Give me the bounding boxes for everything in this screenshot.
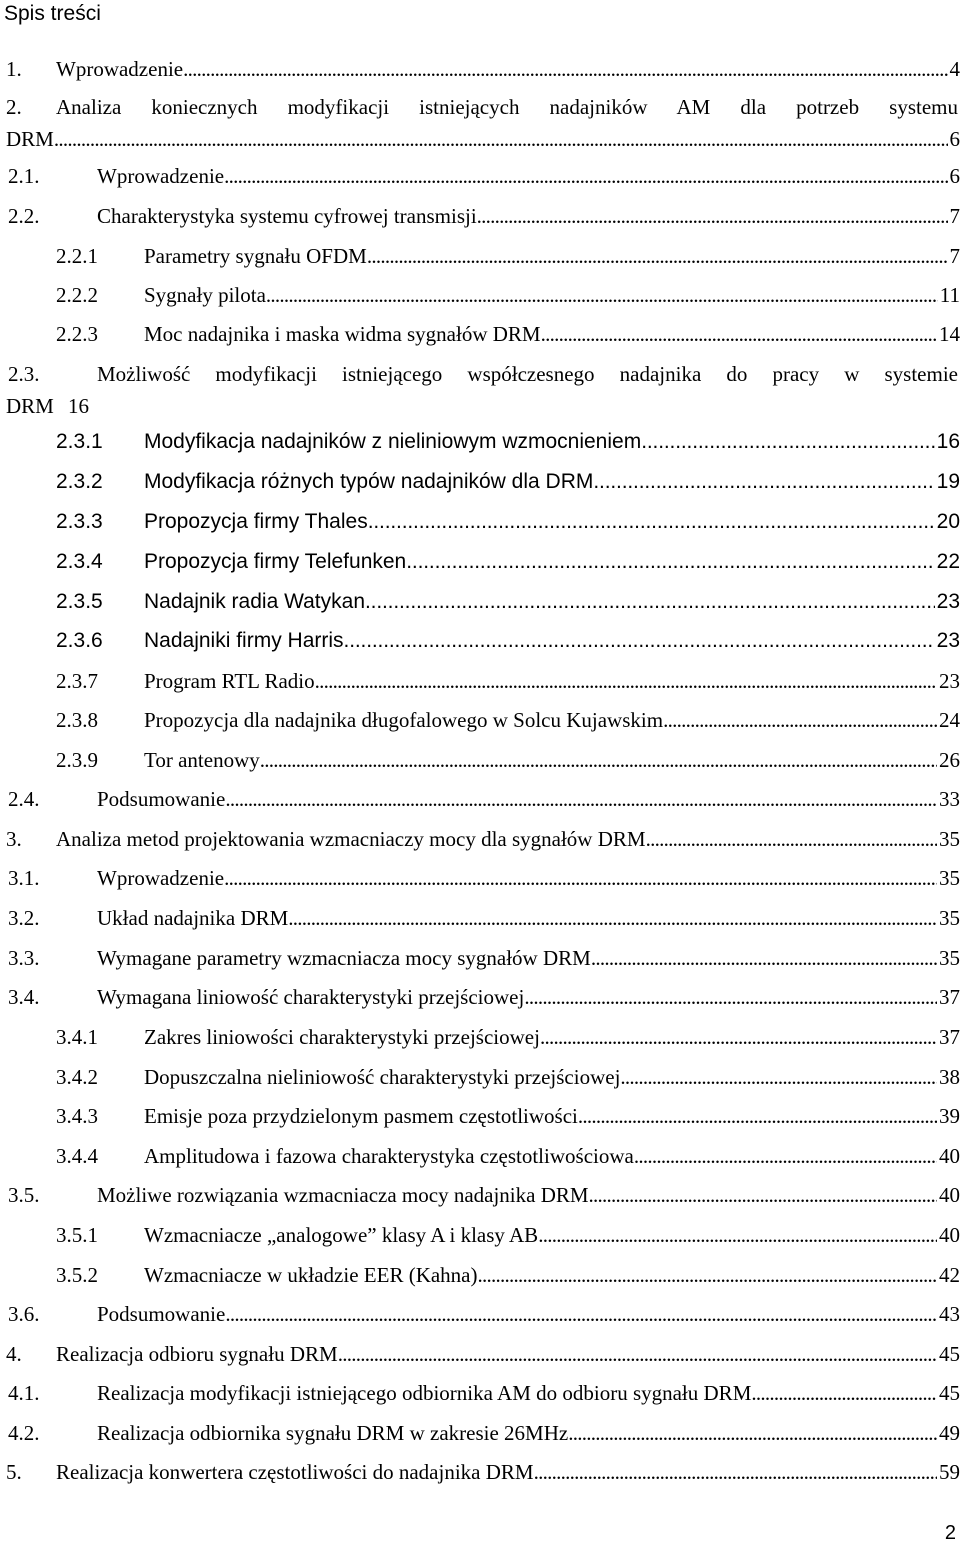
leader-dots <box>225 1298 937 1330</box>
toc-page: 49 <box>939 1421 960 1445</box>
leader-dots <box>568 1417 937 1449</box>
toc-title: Podsumowanie <box>97 1302 226 1326</box>
toc-entry-3-2[interactable] <box>0 902 960 934</box>
leader-dots <box>183 53 947 85</box>
leader-dots <box>224 160 947 192</box>
toc-entry-3-3[interactable] <box>0 942 960 974</box>
toc-title: Realizacja odbioru sygnału DRM <box>56 1342 338 1366</box>
toc-number: 2.2. <box>8 204 40 228</box>
toc-number: 2.3.9 <box>56 748 98 772</box>
toc-number: 3.5. <box>8 1183 40 1207</box>
leader-dots <box>578 1100 937 1132</box>
toc-title: Modyfikacja nadajników z nieliniowym wzmocnieniem <box>144 430 642 453</box>
toc-page: 35 <box>939 866 960 890</box>
toc-entry-3-6[interactable] <box>0 1298 960 1330</box>
toc-title: Wzmacniacze „analogowe” klasy A i klasy AB <box>144 1223 539 1247</box>
toc-title: Sygnały pilota <box>144 283 266 307</box>
toc-page: 59 <box>939 1460 960 1484</box>
toc-title: Amplitudowa i fazowa charakterystyka częstotliwościowa <box>144 1144 634 1168</box>
leader-dots <box>751 1377 937 1409</box>
toc-title: Wprowadzenie <box>97 164 225 188</box>
leader-dots <box>288 902 937 934</box>
toc-entry-2-3[interactable] <box>0 358 960 428</box>
toc-number: 2.2.3 <box>56 322 98 346</box>
leader-dots <box>338 1338 937 1370</box>
toc-title: Moc nadajnika i maska widma sygnałów DRM <box>144 322 541 346</box>
toc-page: 24 <box>939 708 960 732</box>
toc-entry-2-4[interactable] <box>0 783 960 815</box>
toc-entry-2[interactable] <box>0 91 960 161</box>
toc-page: 37 <box>939 985 960 1009</box>
toc-number: 2.3.8 <box>56 708 98 732</box>
toc-number: 3.4.3 <box>56 1104 98 1128</box>
toc-number: 5. <box>6 1460 22 1484</box>
toc-number: 1. <box>6 57 22 81</box>
toc-page: 19 <box>936 470 960 493</box>
leader-dots <box>54 123 948 155</box>
toc-title: Zakres liniowości charakterystyki przejściowej <box>144 1025 540 1049</box>
toc-number: 2.2.1 <box>56 244 98 268</box>
toc-entry-2-3-5[interactable] <box>0 586 960 618</box>
toc-title: Program RTL Radio <box>144 669 315 693</box>
toc-entry-3-5-2[interactable] <box>0 1259 960 1291</box>
leader-dots <box>406 546 934 578</box>
toc-page: 22 <box>936 550 960 573</box>
leader-dots <box>534 1456 937 1488</box>
leader-dots <box>344 625 935 657</box>
toc-page: 7 <box>949 244 960 268</box>
toc-page: 6 <box>949 127 960 151</box>
toc-page: 40 <box>939 1144 960 1168</box>
toc-entry-2-2[interactable] <box>0 200 960 232</box>
leader-dots <box>477 200 948 232</box>
toc-entry-2-2-1[interactable] <box>0 240 960 272</box>
leader-dots <box>368 506 935 538</box>
toc-number: 2.1. <box>8 164 40 188</box>
toc-number: 2. <box>6 95 22 119</box>
toc-entry-3-4-4[interactable] <box>0 1140 960 1172</box>
toc-title: Charakterystyka systemu cyfrowej transmisji <box>97 204 477 228</box>
toc-entry-4-1[interactable] <box>0 1377 960 1409</box>
toc-number: 3. <box>6 827 22 851</box>
leader-dots <box>646 823 937 855</box>
toc-page: 26 <box>939 748 960 772</box>
toc-number: 4.1. <box>8 1381 40 1405</box>
leader-dots <box>593 466 934 498</box>
toc-entry-3[interactable] <box>0 823 960 855</box>
toc-title: Analiza metod projektowania wzmacniaczy mocy dla sygnałów DRM <box>56 827 646 851</box>
toc-title: Parametry sygnału OFDM <box>144 244 367 268</box>
toc-entry-2-3-1[interactable] <box>0 426 960 458</box>
toc-page: 35 <box>939 946 960 970</box>
toc-title: Modyfikacja różnych typów nadajników dla DRM <box>144 470 594 493</box>
toc-title: Tor antenowy <box>144 748 260 772</box>
toc-page: 16 <box>68 394 89 418</box>
leader-dots <box>591 942 937 974</box>
toc-number: 4.2. <box>8 1421 40 1445</box>
toc-title: Układ nadajnika DRM <box>97 906 289 930</box>
toc-entry-3-1[interactable] <box>0 862 960 894</box>
toc-title: Wymagana liniowość charakterystyki przejściowej <box>97 985 525 1009</box>
leader-dots <box>224 862 937 894</box>
toc-entry-3-4[interactable] <box>0 981 960 1013</box>
leader-dots <box>266 279 938 311</box>
toc-number: 2.3.5 <box>56 590 103 613</box>
toc-page: 38 <box>939 1065 960 1089</box>
toc-number: 4. <box>6 1342 22 1366</box>
toc-number: 3.3. <box>8 946 40 970</box>
toc-title: Wprowadzenie <box>97 866 225 890</box>
toc-number: 2.3.4 <box>56 550 103 573</box>
toc-title: Możliwe rozwiązania wzmacniacza mocy nadajnika DRM <box>97 1183 589 1207</box>
toc-page: 11 <box>939 283 960 307</box>
toc-entry-2-3-3[interactable] <box>0 506 960 538</box>
toc-entry-2-3-7[interactable] <box>0 665 960 697</box>
toc-entry-2-3-2[interactable] <box>0 466 960 498</box>
toc-title-cont: DRM <box>6 394 54 418</box>
page-number: 2 <box>944 1522 956 1544</box>
toc-number: 3.2. <box>8 906 40 930</box>
toc-number: 2.3.2 <box>56 470 103 493</box>
toc-entry-3-4-1[interactable] <box>0 1021 960 1053</box>
toc-entry-3-4-3[interactable] <box>0 1100 960 1132</box>
toc-entry-2-2-2[interactable] <box>0 279 960 311</box>
toc-entry-2-2-3[interactable] <box>0 318 960 350</box>
toc-page: 43 <box>939 1302 960 1326</box>
toc-page: 35 <box>939 906 960 930</box>
toc-title: Realizacja konwertera częstotliwości do nadajnika DRM <box>56 1460 534 1484</box>
toc-number: 3.4.4 <box>56 1144 98 1168</box>
leader-dots <box>538 1219 937 1251</box>
leader-dots <box>315 665 937 697</box>
toc-entry-5[interactable] <box>0 1456 960 1488</box>
leader-dots <box>225 783 937 815</box>
leader-dots <box>260 744 937 776</box>
toc-number: 3.4.1 <box>56 1025 98 1049</box>
toc-title: Realizacja modyfikacji istniejącego odbiornika AM do odbioru sygnału DRM <box>97 1381 752 1405</box>
leader-dots <box>620 1061 937 1093</box>
toc-page: 40 <box>939 1183 960 1207</box>
toc-title: Nadajnik radia Watykan <box>144 590 365 613</box>
toc-title: Wymagane parametry wzmacniacza mocy sygnałów DRM <box>97 946 591 970</box>
toc-number: 2.3. <box>8 362 40 386</box>
toc-title: Możliwość modyfikacji istniejącego współczesnego nadajnika do pracy w systemie <box>97 362 958 386</box>
toc-page: 37 <box>939 1025 960 1049</box>
toc-entry-2-3-8[interactable] <box>0 704 960 736</box>
toc-number: 2.3.1 <box>56 430 103 453</box>
toc-number: 3.5.1 <box>56 1223 98 1247</box>
toc-title: Realizacja odbiornika sygnału DRM w zakresie 26MHz <box>97 1421 569 1445</box>
toc-page: 45 <box>939 1381 960 1405</box>
toc-page: 16 <box>936 430 960 453</box>
toc-entry-2-3-4[interactable] <box>0 546 960 578</box>
toc-entry-2-1[interactable] <box>0 160 960 192</box>
toc-title: Propozycja dla nadajnika długofalowego w Solcu Kujawskim <box>144 708 664 732</box>
toc-page: 42 <box>939 1263 960 1287</box>
toc-number: 3.4. <box>8 985 40 1009</box>
toc-title: Wprowadzenie <box>56 57 184 81</box>
toc-page: 4 <box>949 57 960 81</box>
toc-page: 6 <box>949 164 960 188</box>
leader-dots <box>524 981 937 1013</box>
leader-dots <box>367 240 948 272</box>
toc-title: Propozycja firmy Thales <box>144 510 368 533</box>
toc-page: 39 <box>939 1104 960 1128</box>
toc-entry-2-3-9[interactable] <box>0 744 960 776</box>
toc-number: 3.6. <box>8 1302 40 1326</box>
toc-title: Wzmacniacze w układzie EER (Kahna) <box>144 1263 478 1287</box>
toc-entry-3-5-1[interactable] <box>0 1219 960 1251</box>
leader-dots <box>641 426 934 458</box>
toc-number: 3.1. <box>8 866 40 890</box>
toc-page: 23 <box>936 590 960 613</box>
toc-number: 3.4.2 <box>56 1065 98 1089</box>
toc-number: 2.3.7 <box>56 669 98 693</box>
toc-number: 2.4. <box>8 787 40 811</box>
leader-dots <box>365 586 935 618</box>
toc-title: Emisje poza przydzielonym pasmem częstotliwości <box>144 1104 578 1128</box>
toc-page: 23 <box>936 629 960 652</box>
toc-number: 2.3.3 <box>56 510 103 533</box>
leader-dots <box>540 1021 937 1053</box>
toc-number: 2.3.6 <box>56 629 103 652</box>
toc-title: Propozycja firmy Telefunken <box>144 550 407 573</box>
toc-number: 3.5.2 <box>56 1263 98 1287</box>
toc-title: Dopuszczalna nieliniowość charakterystyki przejściowej <box>144 1065 621 1089</box>
toc-page: 7 <box>949 204 960 228</box>
leader-dots <box>589 1179 937 1211</box>
toc-entry-2-3-6[interactable] <box>0 625 960 657</box>
toc-page: 14 <box>939 322 960 346</box>
toc-page: 23 <box>939 669 960 693</box>
toc-title: Nadajniki firmy Harris <box>144 629 344 652</box>
toc-page: 35 <box>939 827 960 851</box>
toc-entry-3-5[interactable] <box>0 1179 960 1211</box>
toc-page: 40 <box>939 1223 960 1247</box>
toc-title-cont: DRM <box>6 127 54 151</box>
leader-dots <box>634 1140 937 1172</box>
toc-page: 20 <box>936 510 960 533</box>
toc-entry-1[interactable] <box>0 53 960 85</box>
leader-dots <box>478 1259 938 1291</box>
toc-entry-3-4-2[interactable] <box>0 1061 960 1093</box>
leader-dots <box>541 318 937 350</box>
toc-page: 33 <box>939 787 960 811</box>
toc-title: Analiza koniecznych modyfikacji istniejących nadajników AM dla potrzeb systemu <box>56 95 958 119</box>
leader-dots <box>663 704 937 736</box>
toc-page: 45 <box>939 1342 960 1366</box>
toc-title: Podsumowanie <box>97 787 226 811</box>
toc-number: 2.2.2 <box>56 283 98 307</box>
page-title: Spis treści <box>4 2 101 25</box>
toc-entry-4[interactable] <box>0 1338 960 1370</box>
toc-entry-4-2[interactable] <box>0 1417 960 1449</box>
